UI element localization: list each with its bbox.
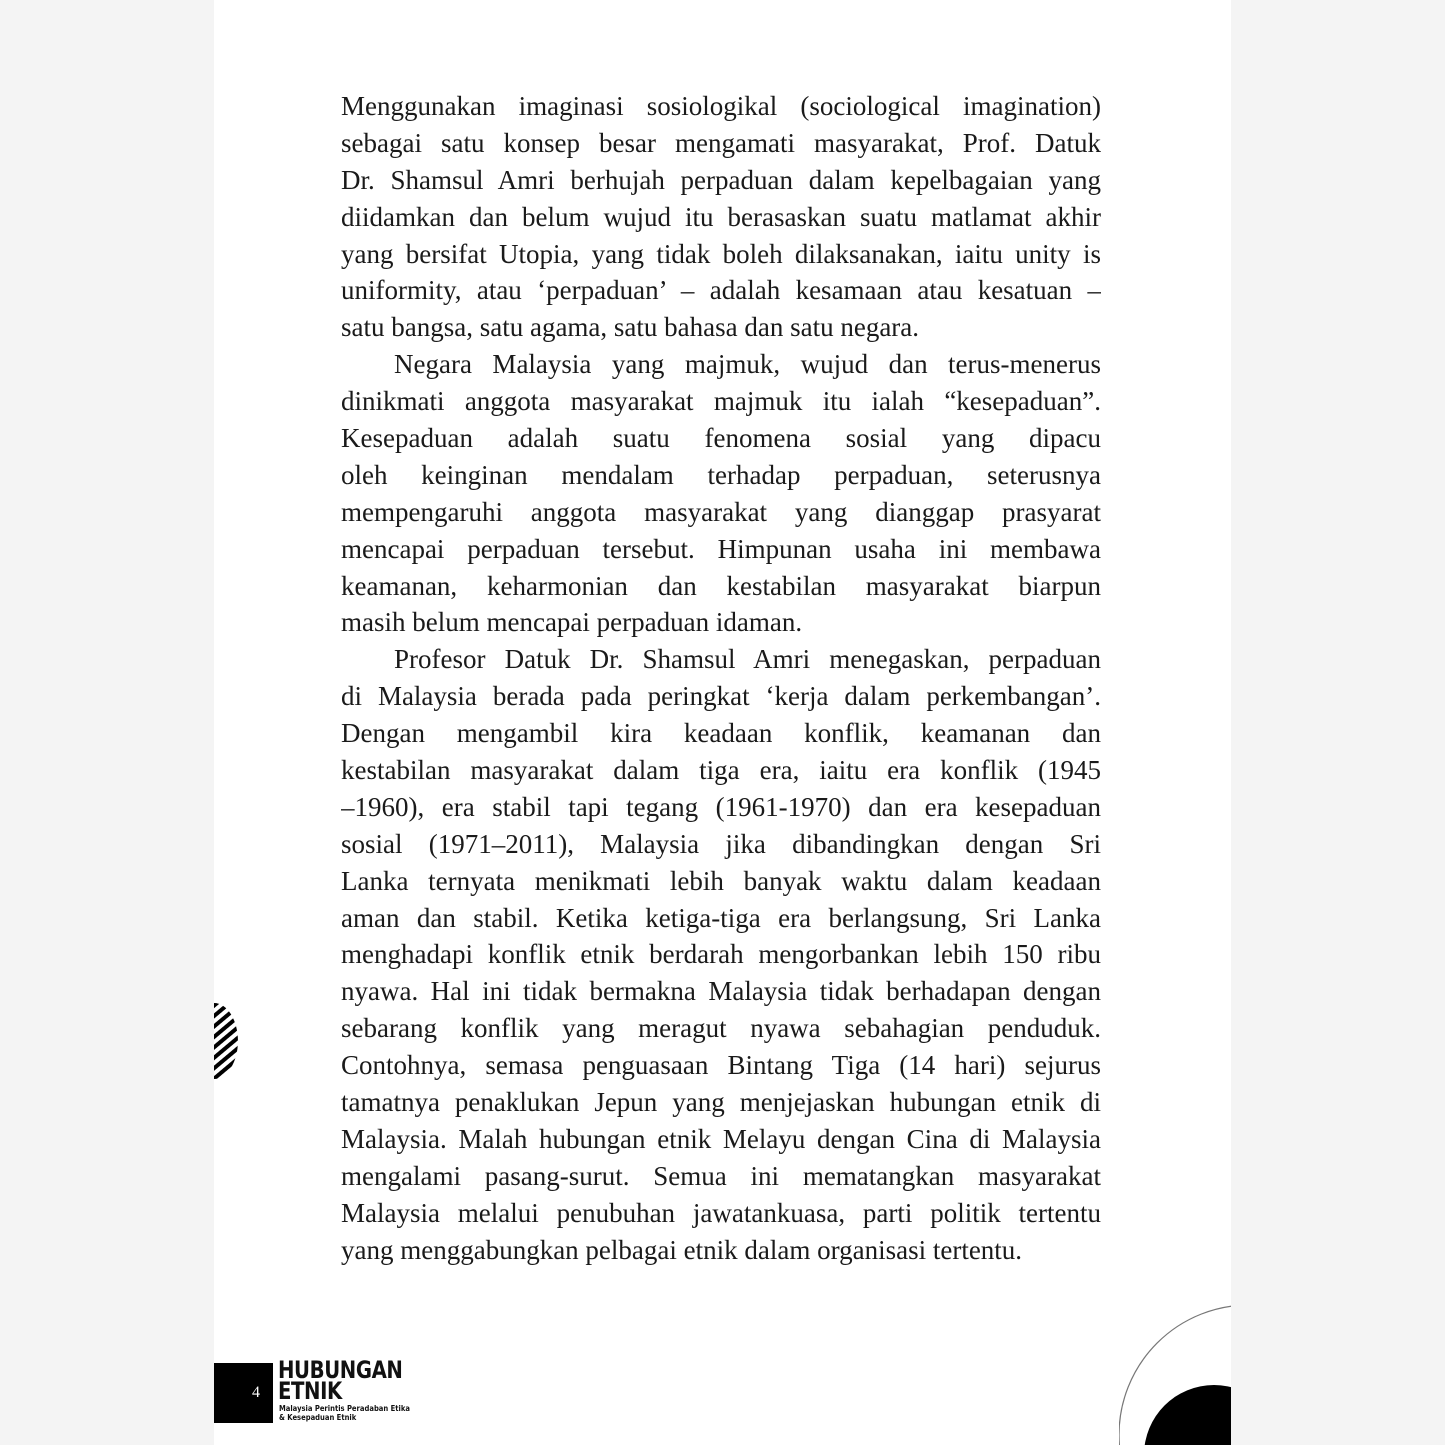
text-line: yang bersifat Utopia, yang tidak boleh dilaksanakan, iaitu unity is: [341, 238, 1101, 269]
circle-decoration: [1119, 1300, 1231, 1445]
book-title-logo: [278, 1356, 403, 1405]
text-line: Profesor Datuk Dr. Shamsul Amri menegaskan, perpaduan: [394, 644, 1101, 675]
text-line: Dengan mengambil kira keadaan konflik, keamanan dan: [341, 718, 1101, 749]
book-subtitle: [279, 1404, 410, 1422]
text-line: aman dan stabil. Ketika ketiga-tiga era berlangsung, Sri Lanka: [341, 902, 1101, 933]
book-title-line2: ETNIK: [278, 1377, 342, 1405]
text-line: tamatnya penaklukan Jepun yang menjejaskan hubungan etnik di: [341, 1087, 1101, 1118]
page-number-box: [214, 1363, 273, 1423]
text-line: masih belum mencapai perpaduan idaman.: [341, 607, 803, 638]
striped-half-circle-decoration: [214, 1003, 238, 1079]
book-subtitle-line1: Malaysia Perintis Peradaban Etika: [279, 1404, 410, 1413]
text-line: Lanka ternyata menikmati lebih banyak waktu dalam keadaan: [341, 865, 1101, 896]
book-page: [214, 0, 1231, 1445]
text-line: sosial (1971–2011), Malaysia jika dibandingkan dengan Sri: [341, 828, 1101, 859]
book-subtitle-line2: & Kesepaduan Etnik: [279, 1413, 357, 1422]
text-line: mempengaruhi anggota masyarakat yang dianggap prasyarat: [341, 496, 1101, 527]
text-line: mencapai perpaduan tersebut. Himpunan usaha ini membawa: [341, 533, 1101, 564]
text-line: oleh keinginan mendalam terhadap perpaduan, seterusnya: [341, 459, 1101, 490]
text-line: nyawa. Hal ini tidak bermakna Malaysia tidak berhadapan dengan: [341, 976, 1101, 1007]
text-line: Menggunakan imaginasi sosiologikal (sociological imagination): [341, 91, 1101, 121]
text-line: sebarang konflik yang meragut nyawa sebahagian penduduk.: [341, 1013, 1101, 1044]
text-line: yang menggabungkan pelbagai etnik dalam organisasi tertentu.: [341, 1234, 1023, 1265]
page-number: 4: [252, 1384, 260, 1401]
paragraph-1: [341, 88, 1101, 346]
text-line: menghadapi konflik etnik berdarah mengorbankan lebih 150 ribu: [341, 939, 1101, 970]
book-title-line1: HUBUNGAN: [278, 1356, 403, 1384]
paragraph-2: [341, 346, 1101, 641]
text-line: sebagai satu konsep besar mengamati masyarakat, Prof. Datuk: [341, 127, 1101, 158]
text-line: Kesepaduan adalah suatu fenomena sosial yang dipacu: [341, 423, 1101, 454]
text-line: diidamkan dan belum wujud itu berasaskan suatu matlamat akhir: [341, 201, 1101, 232]
text-line: dinikmati anggota masyarakat majmuk itu ialah “kesepaduan”.: [341, 386, 1101, 417]
body-text: [341, 88, 1101, 1269]
paragraph-3: [341, 641, 1101, 1268]
text-line: Negara Malaysia yang majmuk, wujud dan terus-menerus: [394, 349, 1101, 380]
text-line: Malaysia melalui penubuhan jawatankuasa, parti politik tertentu: [341, 1197, 1101, 1228]
text-line: Dr. Shamsul Amri berhujah perpaduan dalam kepelbagaian yang: [341, 164, 1101, 195]
text-line: uniformity, atau ‘perpaduan’ – adalah kesamaan atau kesatuan –: [341, 275, 1101, 306]
text-line: Malaysia. Malah hubungan etnik Melayu dengan Cina di Malaysia: [341, 1123, 1101, 1154]
text-line: –1960), era stabil tapi tegang (1961-1970) dan era kesepaduan: [341, 791, 1101, 822]
text-line: satu bangsa, satu agama, satu bahasa dan satu negara.: [341, 312, 920, 343]
text-line: keamanan, keharmonian dan kestabilan masyarakat biarpun: [341, 570, 1101, 601]
text-line: Contohnya, semasa penguasaan Bintang Tiga (14 hari) sejurus: [341, 1050, 1101, 1081]
text-line: kestabilan masyarakat dalam tiga era, iaitu era konflik (1945: [341, 755, 1101, 786]
text-line: di Malaysia berada pada peringkat ‘kerja dalam perkembangan’.: [341, 681, 1101, 712]
text-line: mengalami pasang-surut. Semua ini mematangkan masyarakat: [341, 1160, 1101, 1191]
